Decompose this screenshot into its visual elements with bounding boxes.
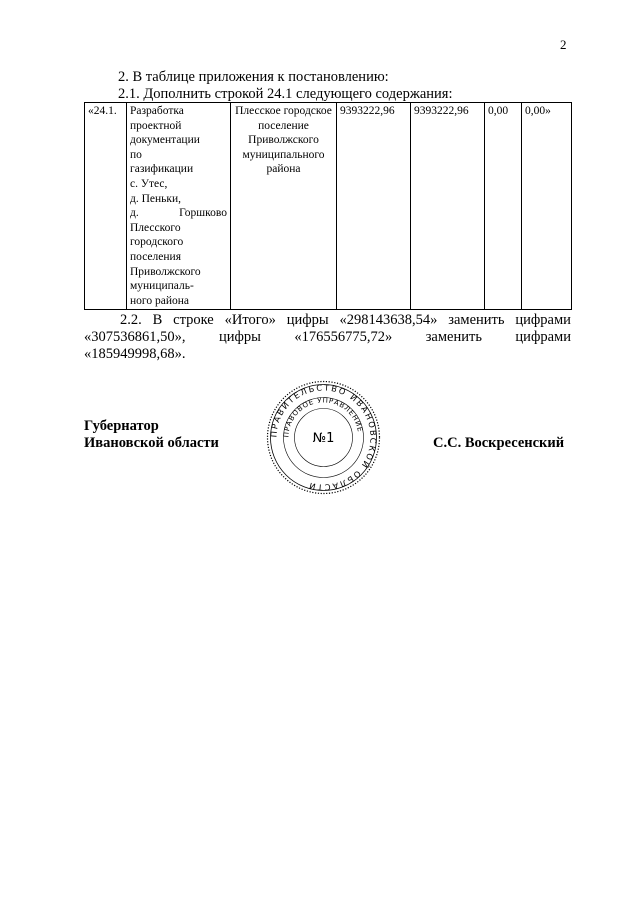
paragraph-line-1 — [84, 312, 571, 329]
description-word: д. — [130, 207, 139, 220]
paragraph-word: цифры — [286, 312, 329, 328]
paragraph-word: «Итого» — [224, 312, 276, 328]
description-line: поселения — [130, 250, 181, 263]
description-line: с. Утес, — [130, 177, 168, 190]
paragraph-word: «176556775,72» — [294, 329, 393, 345]
paragraph-word: заменить — [425, 329, 482, 345]
description-line: газификации — [130, 163, 194, 176]
page-number: 2 — [560, 37, 567, 52]
governor-name: С.С. Воскресенский — [433, 435, 565, 451]
description-line: муниципаль- — [130, 280, 194, 293]
paragraph-word: цифрами — [515, 312, 571, 328]
cell-amount-1: 9393222,96 — [411, 103, 485, 310]
cell-amount-total: 9393222,96 — [337, 103, 411, 310]
governor-title: Губернатор — [84, 418, 159, 434]
description-word: Горшково — [179, 207, 227, 220]
paragraph-add-row: 2.1. Дополнить строкой 24.1 следующего содержания: — [118, 86, 453, 102]
description-line: Разработка — [130, 105, 184, 117]
cell-row-number: «24.1. — [85, 103, 127, 310]
paragraph-itogo-replacement — [84, 312, 571, 363]
table-row — [85, 103, 572, 310]
paragraph-word: «307536861,50», — [84, 329, 186, 345]
paragraph-word: «298143638,54» — [339, 312, 438, 328]
paragraph-word: строке — [173, 312, 214, 328]
paragraph-word: цифрами — [515, 329, 571, 345]
cell-amount-3: 0,00» — [522, 103, 572, 310]
paragraph-word: заменить — [448, 312, 505, 328]
cell-description — [127, 103, 231, 310]
paragraph-word: 2.2. — [120, 312, 142, 328]
paragraph-word: В — [152, 312, 163, 328]
description-line: документации — [130, 134, 200, 147]
cell-amount-2: 0,00 — [485, 103, 522, 310]
description-line: Плесского — [130, 221, 181, 234]
governor-region: Ивановской области — [84, 435, 219, 451]
official-seal-stamp — [266, 380, 381, 495]
seal-outer-text: ПРАВИТЕЛЬСТВО ИВАНОВСКОЙ ОБЛАСТИ — [268, 382, 379, 493]
appendix-table — [84, 102, 572, 310]
seal-inner-text: ПРАВОВОЕ УПРАВЛЕНИЕ — [282, 396, 365, 438]
description-line: по — [130, 148, 142, 161]
description-line: д. Пеньки, — [130, 192, 182, 205]
paragraph-word: цифры — [218, 329, 261, 345]
description-line: проектной — [130, 119, 182, 132]
description-line — [130, 206, 227, 221]
paragraph-line-2 — [84, 329, 571, 346]
description-line: Приволжского — [130, 265, 201, 278]
paragraph-line-3: «185949998,68». — [84, 346, 186, 362]
description-lines — [130, 104, 227, 308]
description-line: городского — [130, 236, 184, 249]
paragraph-table-intro: 2. В таблице приложения к постановлению: — [118, 69, 389, 85]
description-line: ного района — [130, 294, 189, 307]
cell-recipient: Плесское городское поселение Приволжского муниципального района — [231, 103, 337, 310]
seal-center-text: №1 — [312, 431, 335, 446]
